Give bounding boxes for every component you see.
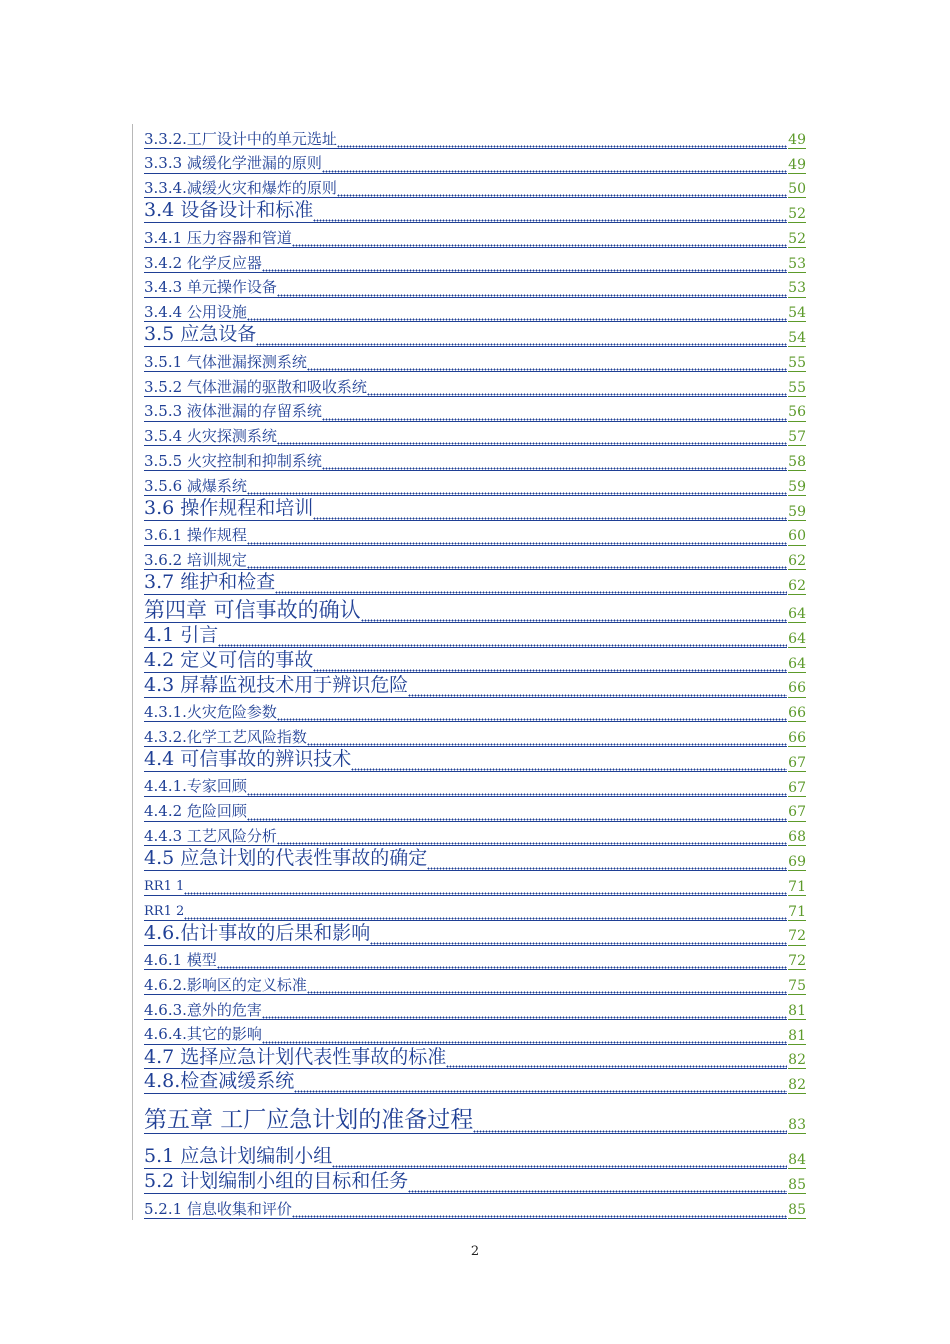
toc-entry-page: 52	[788, 230, 806, 247]
toc-entry[interactable]	[144, 174, 806, 199]
toc-entry[interactable]	[144, 1169, 806, 1194]
toc-entry-title: RR1 2	[144, 903, 185, 919]
toc-entry-title: 3.4.3 单元操作设备	[144, 278, 277, 297]
toc-entry[interactable]	[144, 347, 806, 372]
dot-leader	[427, 864, 787, 871]
toc-entry[interactable]	[144, 372, 806, 397]
toc-entry-page: 49	[788, 131, 806, 148]
toc-entry-title: 3.4.4 公用设施	[144, 303, 247, 322]
toc-entry[interactable]	[144, 422, 806, 447]
toc-entry-title: 4.3 屏幕监视技术用于辨识危险	[144, 673, 409, 696]
toc-entry-page: 82	[788, 1077, 806, 1094]
dot-leader	[408, 1187, 787, 1194]
toc-entry-page: 81	[788, 1027, 806, 1044]
toc-entry[interactable]	[144, 595, 806, 623]
toc-entry[interactable]	[144, 1045, 806, 1070]
toc-entry[interactable]	[144, 496, 806, 521]
toc-entry-title: 4.5 应急计划的代表性事故的确定	[144, 847, 428, 870]
toc-entry-title: 3.5.5 火灾控制和抑制系统	[144, 451, 322, 470]
dot-leader	[313, 514, 787, 521]
toc-entry[interactable]	[144, 1134, 806, 1169]
dot-leader	[218, 641, 787, 648]
dot-leader	[277, 715, 787, 722]
toc-entry-page: 66	[788, 705, 806, 722]
dot-leader	[277, 439, 787, 446]
toc-entry[interactable]	[144, 1069, 806, 1094]
dot-leader	[184, 889, 787, 896]
toc-entry[interactable]	[144, 722, 806, 747]
toc-entry[interactable]	[144, 273, 806, 298]
toc-entry-page: 75	[788, 978, 806, 994]
toc-entry[interactable]	[144, 149, 806, 174]
toc-entry-page: 52	[788, 206, 806, 223]
dot-leader	[473, 1127, 787, 1134]
toc-entry-title: 5.1 应急计划编制小组	[144, 1145, 333, 1168]
dot-leader	[307, 740, 787, 747]
toc-entry[interactable]	[144, 1194, 806, 1219]
toc-entry-title: 3.6 操作规程和培训	[144, 496, 314, 519]
toc-entry-page: 59	[788, 503, 806, 520]
dot-leader	[247, 815, 787, 822]
toc-entry-page: 55	[788, 379, 806, 396]
toc-entry[interactable]	[144, 970, 806, 995]
toc-entry-page: 54	[788, 305, 806, 322]
dot-leader	[307, 365, 787, 372]
toc-entry-page: 85	[788, 1201, 806, 1218]
toc-entry[interactable]	[144, 921, 806, 946]
dot-leader	[262, 1038, 787, 1045]
dot-leader	[184, 914, 787, 921]
toc-entry[interactable]	[144, 946, 806, 971]
dot-leader	[332, 1162, 787, 1169]
dot-leader	[275, 588, 787, 595]
dot-leader	[262, 1013, 787, 1020]
toc-entry-title: 4.6.2.影响区的定义标准	[144, 975, 307, 994]
toc-entry-title: 4.1 引言	[144, 624, 219, 647]
toc-entry[interactable]	[144, 322, 806, 347]
toc-entry-page: 71	[788, 878, 806, 895]
toc-entry-title: 3.3.4.减缓火灾和爆炸的原则	[144, 179, 337, 198]
toc-entry[interactable]	[144, 846, 806, 871]
toc-entry-title: 第四章 可信事故的确认	[144, 598, 361, 622]
toc-entry[interactable]	[144, 570, 806, 595]
toc-entry-title: 3.3.3 减缓化学泄漏的原则	[144, 154, 322, 173]
dot-leader	[292, 241, 787, 248]
table-of-contents	[144, 124, 806, 1219]
toc-entry-page: 53	[788, 255, 806, 272]
toc-entry-title: RR1 1	[144, 878, 185, 894]
toc-entry-title: 3.4.2 化学反应器	[144, 253, 262, 272]
toc-entry[interactable]	[144, 446, 806, 471]
dot-leader	[337, 191, 787, 198]
toc-entry-page: 58	[788, 454, 806, 471]
toc-entry-page: 64	[788, 655, 806, 672]
toc-entry-title: 4.7 选择应急计划代表性事故的标准	[144, 1045, 447, 1068]
toc-entry-page: 84	[788, 1152, 806, 1169]
dot-leader	[247, 315, 787, 322]
toc-entry-title: 4.4.1.专家回顾	[144, 777, 247, 796]
dot-leader	[247, 563, 787, 570]
toc-entry-page: 67	[788, 779, 806, 796]
toc-entry[interactable]	[144, 673, 806, 698]
toc-entry[interactable]	[144, 698, 806, 723]
toc-entry-page: 83	[788, 1117, 806, 1134]
toc-entry[interactable]	[144, 521, 806, 546]
toc-entry-page: 53	[788, 280, 806, 297]
toc-entry-title: 4.8.检查减缓系统	[144, 1070, 295, 1093]
toc-entry-page: 71	[788, 903, 806, 920]
toc-entry[interactable]	[144, 772, 806, 797]
toc-entry-title: 4.4 可信事故的辨识技术	[144, 748, 352, 771]
toc-entry-page: 66	[788, 680, 806, 697]
toc-entry[interactable]	[144, 248, 806, 273]
dot-leader	[277, 291, 787, 298]
dot-leader	[370, 939, 787, 946]
toc-entry-title: 4.4.3 工艺风险分析	[144, 827, 277, 846]
toc-entry[interactable]	[144, 546, 806, 571]
toc-entry-page: 60	[788, 528, 806, 545]
toc-entry[interactable]	[144, 124, 806, 149]
dot-leader	[247, 539, 787, 546]
toc-entry-page: 64	[788, 630, 806, 647]
toc-entry-title: 第五章 工厂应急计划的准备过程	[144, 1106, 474, 1133]
toc-entry-page: 49	[788, 156, 806, 173]
toc-entry-page: 72	[788, 928, 806, 945]
toc-entry-page: 81	[788, 1002, 806, 1019]
toc-entry-title: 3.6.1 操作规程	[144, 526, 247, 545]
toc-entry-page: 50	[788, 181, 806, 198]
toc-entry[interactable]	[144, 822, 806, 847]
toc-entry[interactable]	[144, 623, 806, 648]
toc-entry-title: 4.3.2.化学工艺风险指数	[144, 727, 307, 746]
toc-entry-title: 3.5.2 气体泄漏的驱散和吸收系统	[144, 377, 367, 396]
toc-entry[interactable]	[144, 298, 806, 323]
toc-entry-title: 3.3.2.工厂设计中的单元选址	[144, 129, 337, 148]
toc-entry-page: 62	[788, 578, 806, 595]
margin-line	[132, 124, 133, 1220]
toc-entry[interactable]	[144, 198, 806, 223]
toc-entry-page: 62	[788, 553, 806, 570]
dot-leader	[337, 142, 787, 149]
dot-leader	[322, 415, 787, 422]
toc-entry-title: 3.5.4 火灾探测系统	[144, 427, 277, 446]
dot-leader	[408, 691, 787, 698]
toc-entry-title: 3.5.1 气体泄漏探测系统	[144, 352, 307, 371]
toc-entry-page: 59	[788, 478, 806, 495]
toc-entry-title: 4.6.估计事故的后果和影响	[144, 921, 371, 944]
toc-entry-page: 64	[788, 606, 806, 623]
page-number: 2	[470, 1244, 480, 1259]
toc-entry-page: 69	[788, 854, 806, 871]
dot-leader	[322, 167, 787, 174]
dot-leader	[277, 839, 787, 846]
toc-entry[interactable]	[144, 397, 806, 422]
toc-entry[interactable]	[144, 896, 806, 921]
dot-leader	[262, 266, 787, 273]
toc-entry-title: 3.6.2 培训规定	[144, 551, 247, 570]
dot-leader	[322, 464, 787, 471]
toc-entry-title: 4.6.4.其它的影响	[144, 1025, 262, 1044]
toc-entry-title: 4.6.3.意外的危害	[144, 1000, 262, 1019]
dot-leader	[217, 963, 787, 970]
toc-entry[interactable]	[144, 747, 806, 772]
toc-entry-page: 67	[788, 804, 806, 821]
toc-entry-title: 3.4 设备设计和标准	[144, 199, 314, 222]
toc-entry-title: 4.6.1 模型	[144, 951, 217, 970]
toc-entry-page: 85	[788, 1176, 806, 1193]
dot-leader	[256, 340, 787, 347]
toc-entry[interactable]	[144, 1094, 806, 1134]
toc-entry-page: 57	[788, 429, 806, 446]
dot-leader	[446, 1062, 787, 1069]
toc-entry-title: 3.5.3 液体泄漏的存留系统	[144, 402, 322, 421]
dot-leader	[351, 765, 787, 772]
toc-entry-page: 67	[788, 754, 806, 771]
toc-entry-title: 5.2.1 信息收集和评价	[144, 1199, 292, 1218]
toc-entry[interactable]	[144, 871, 806, 896]
toc-entry-title: 3.7 维护和检查	[144, 571, 276, 594]
dot-leader	[313, 666, 787, 673]
toc-entry-page: 56	[788, 404, 806, 421]
dot-leader	[313, 216, 787, 223]
toc-entry[interactable]	[144, 995, 806, 1020]
toc-entry[interactable]	[144, 471, 806, 496]
toc-entry-title: 4.3.1.火灾危险参数	[144, 703, 277, 722]
dot-leader	[247, 489, 787, 496]
toc-entry-page: 55	[788, 354, 806, 371]
toc-entry[interactable]	[144, 797, 806, 822]
toc-entry-title: 4.2 定义可信的事故	[144, 648, 314, 671]
dot-leader	[307, 988, 787, 995]
toc-entry[interactable]	[144, 1020, 806, 1045]
toc-entry-page: 68	[788, 829, 806, 846]
toc-entry-title: 3.4.1 压力容器和管道	[144, 228, 292, 247]
dot-leader	[367, 390, 787, 397]
toc-entry-title: 3.5 应急设备	[144, 323, 257, 346]
dot-leader	[294, 1087, 787, 1094]
toc-entry-page: 54	[788, 330, 806, 347]
toc-entry-page: 72	[788, 953, 806, 970]
dot-leader	[292, 1212, 787, 1219]
toc-entry-title: 5.2 计划编制小组的目标和任务	[144, 1170, 409, 1193]
toc-entry-page: 82	[788, 1052, 806, 1069]
toc-entry-page: 66	[788, 730, 806, 747]
toc-entry[interactable]	[144, 648, 806, 673]
toc-entry-title: 3.5.6 减爆系统	[144, 476, 247, 495]
toc-entry-title: 4.4.2 危险回顾	[144, 802, 247, 821]
toc-entry[interactable]	[144, 223, 806, 248]
dot-leader	[361, 616, 787, 623]
dot-leader	[247, 790, 787, 797]
